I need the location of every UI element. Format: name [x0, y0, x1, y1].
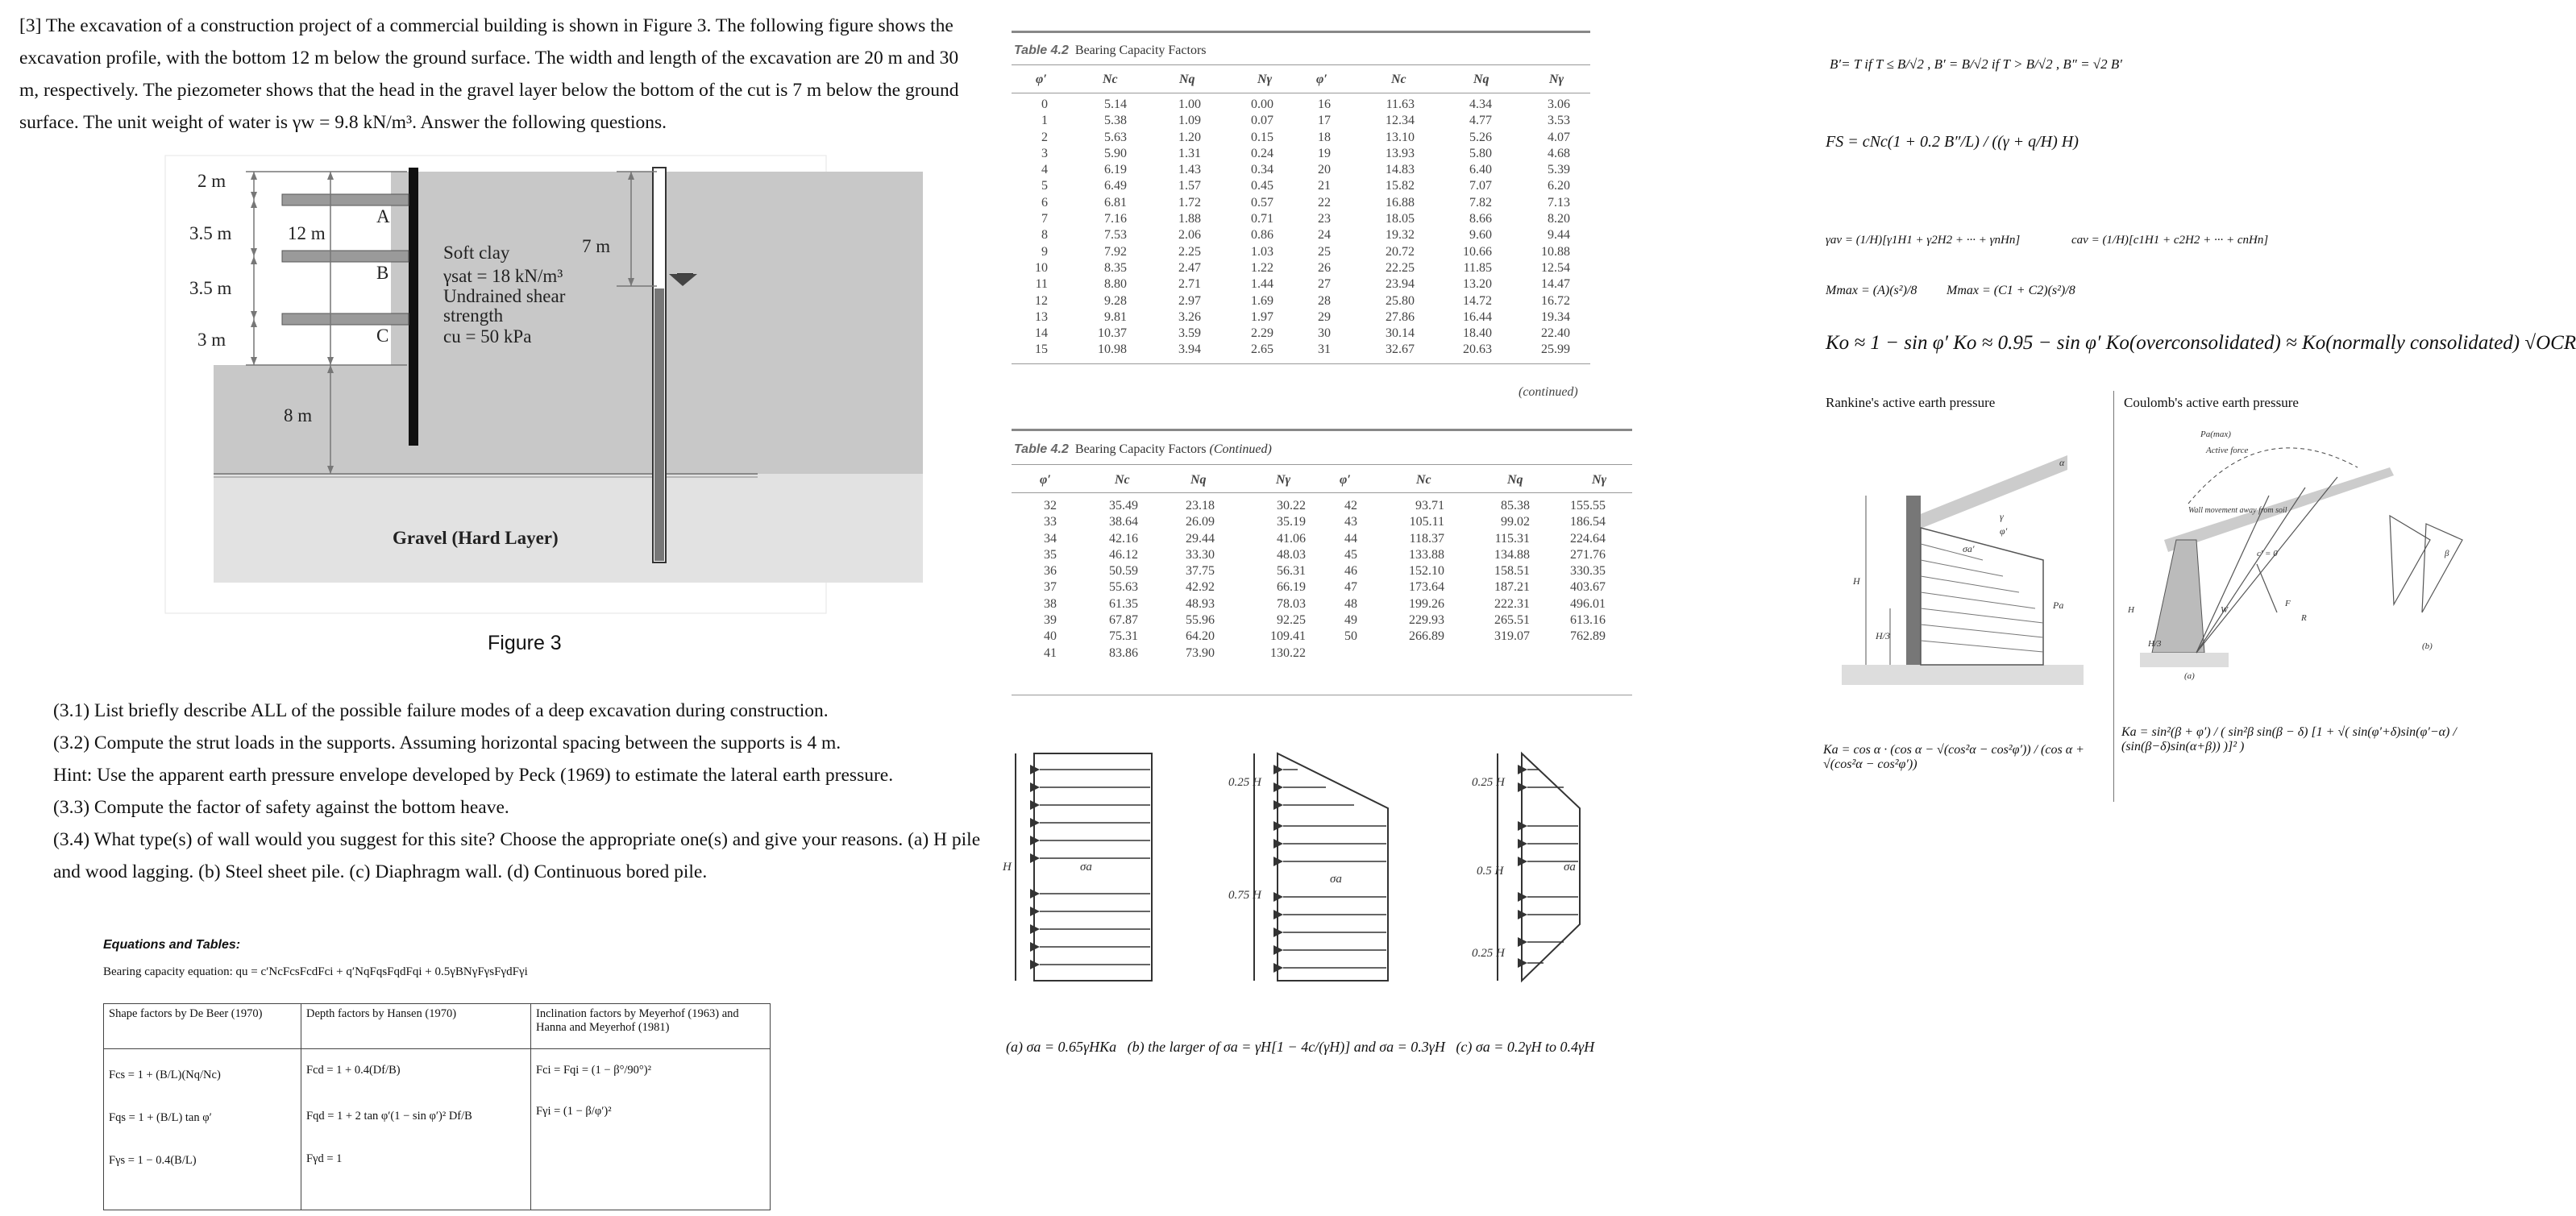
svg-text:φ′: φ′ [2000, 525, 2008, 537]
svg-text:F: F [2285, 599, 2291, 608]
soil-line-1: Soft clay [443, 243, 510, 263]
gravel-label: Gravel (Hard Layer) [393, 528, 559, 548]
strut-a [282, 194, 409, 205]
eq-fs: FS = cNc(1 + 0.2 B″/L) / ((γ + q/H) H) [1826, 133, 2079, 151]
svg-text:σa: σa [1330, 873, 1342, 886]
factors-table [103, 1003, 771, 1210]
svg-text:Pa: Pa [2053, 600, 2064, 611]
incl-fci: Fci = Fqi = (1 − β°/90°)² [536, 1064, 651, 1077]
strut-b [282, 251, 409, 262]
figure-caption: Figure 3 [488, 632, 562, 654]
table2-title: Table 4.2 Bearing Capacity Factors (Continued) [1014, 442, 1272, 456]
shape-fgs: Fγs = 1 − 0.4(B/L) [109, 1154, 197, 1167]
svg-text:0.75 H: 0.75 H [1228, 889, 1261, 902]
dim-8m: 8 m [284, 405, 313, 425]
eq-gamma-av: γav = (1/H)[γ1H1 + γ2H2 + ··· + γnHn] [1826, 234, 2021, 247]
eq-mmax-2: Mmax = (C1 + C2)(s²)/8 [1947, 284, 2075, 297]
svg-text:(b): (b) [2422, 641, 2433, 651]
dim-12m: 12 m [288, 223, 326, 243]
question-3-1: (3.1) List briefly describe ALL of the possible failure modes of a deep excavation during construction. [53, 700, 829, 721]
svg-text:0.25 H: 0.25 H [1472, 947, 1505, 960]
svg-text:γ: γ [2000, 511, 2004, 522]
coulomb-title: Coulomb's active earth pressure [2124, 395, 2299, 410]
equations-heading: Equations and Tables: [103, 938, 241, 952]
svg-text:σa: σa [1564, 861, 1576, 874]
retaining-wall [409, 168, 418, 446]
svg-text:H: H [1853, 575, 1860, 587]
depth-factor-head: Depth factors by Hansen (1970) [301, 1004, 531, 1049]
shape-fqs: Fqs = 1 + (B/L) tan φ′ [109, 1111, 212, 1124]
dim-3m: 3 m [197, 330, 226, 350]
soil-line-3: Undrained shear [443, 286, 566, 306]
svg-text:c′ = 0: c′ = 0 [2257, 549, 2278, 558]
label-c: C [376, 326, 389, 346]
svg-text:Wall movement away from soil: Wall movement away from soil [2188, 506, 2287, 515]
ka-rankine: Ka = cos α · (cos α − √(cos²α − cos²φ′)) / (cos α + √(cos²α − cos²φ′)) [1823, 743, 2084, 771]
svg-text:0.25 H: 0.25 H [1228, 776, 1261, 789]
svg-text:σa: σa [1080, 861, 1092, 874]
label-a: A [376, 206, 390, 226]
soil-line-4: strength [443, 305, 504, 326]
svg-text:0.25 H: 0.25 H [1472, 776, 1505, 789]
label-b: B [376, 263, 389, 283]
svg-text:α: α [2059, 457, 2065, 468]
coulomb-diagram [2116, 419, 2478, 685]
table1-continued: (continued) [1519, 385, 1578, 399]
depth-fgd: Fγd = 1 [306, 1152, 343, 1165]
gravel-layer [214, 474, 923, 583]
divider-line [2113, 391, 2114, 802]
dim-7m: 7 m [582, 236, 611, 256]
eq-c-av: cav = (1/H)[c1H1 + c2H2 + ··· + cnHn] [2071, 234, 2269, 247]
dim-3-5m-a: 3.5 m [189, 223, 232, 243]
dim-3-5m-b: 3.5 m [189, 278, 232, 298]
eq-mmax-1: Mmax = (A)(s²)/8 [1826, 284, 1917, 297]
incl-factor-head: Inclination factors by Meyerhof (1963) and Hanna and Meyerhof (1981) [531, 1004, 771, 1049]
ka-coulomb: Ka = sin²(β + φ′) / ( sin²β sin(β − δ) [1 + √( sin(φ′+δ)sin(φ′−α) / (sin(β−δ)sin(α+β)) )]² ) [2121, 725, 2457, 753]
peck-diagram-b [1254, 753, 1388, 981]
svg-text:H/3: H/3 [2148, 639, 2162, 649]
question-3-3: (3.3) Compute the factor of safety against the bottom heave. [53, 797, 509, 818]
strut-c [282, 313, 409, 325]
rankine-diagram [1842, 439, 2084, 697]
soil-line-5: cu = 50 kPa [443, 326, 532, 347]
svg-text:σa′: σa′ [1963, 543, 1975, 554]
incl-fgi: Fγi = (1 − β/φ′)² [536, 1105, 612, 1118]
svg-text:Active force: Active force [2206, 446, 2249, 455]
excavation-figure [165, 156, 826, 613]
dim-2m: 2 m [197, 171, 226, 191]
peck-diagrams [999, 737, 1644, 995]
svg-text:W: W [2221, 605, 2229, 615]
table1-title: Table 4.2 Bearing Capacity Factors [1014, 44, 1207, 57]
eq-bprime: B′= T if T ≤ B/√2 , B′ = B/√2 if T > B/√2 , B″ = √2 B′ [1830, 56, 2122, 72]
soil-line-2: γsat = 18 kN/m³ [443, 266, 563, 286]
shape-fcs: Fcs = 1 + (B/L)(Nq/Nc) [109, 1069, 221, 1081]
eq-ko: Ko ≈ 1 − sin φ′ Ko ≈ 0.95 − sin φ′ Ko(overconsolidated) ≈ Ko(normally consolidated) √OCR [1826, 332, 2576, 354]
svg-text:H/3: H/3 [1876, 630, 1890, 641]
question-3-4: (3.4) What type(s) of wall would you suggest for this site? Choose the appropriate one(s) and give your reasons. (a) H pile and wood lagging. (b) Steel sheet pile. (c) Diaphragm wall. (d) Continuous bored pile. [53, 829, 981, 882]
svg-text:H: H [1003, 861, 1012, 874]
question-hint: Hint: Use the apparent earth pressure envelope developed by Peck (1969) to estimate the lateral earth pressure. [53, 765, 894, 786]
question-3-2: (3.2) Compute the strut loads in the supports. Assuming horizontal spacing between the supports is 4 m. [53, 733, 841, 753]
bearing-equation: Bearing capacity equation: qu = c′NcFcsFcdFci + q′NqFqsFqdFqi + 0.5γBNγFγsFγdFγi [103, 965, 528, 978]
svg-text:β: β [2445, 549, 2449, 558]
svg-text:R: R [2301, 613, 2307, 623]
depth-fqd: Fqd = 1 + 2 tan φ′(1 − sin φ′)² Df/B [306, 1110, 472, 1123]
problem-intro: [3] The excavation of a construction project of a commercial building is shown in Figure 3. The following figure shows the excavation profile, with the bottom 12 m below the ground surface. The width and length of the excavation are 20 m and 30 m, respectively. The piezometer shows that the head in the gravel layer below the bottom of the cut is 7 m below the ground surface. The unit weight of water is γw = 9.8 kN/m³. Answer the following questions. [19, 15, 959, 133]
depth-fcd: Fcd = 1 + 0.4(Df/B) [306, 1064, 401, 1077]
svg-text:Pa(max): Pa(max) [2200, 430, 2231, 439]
peck-caption: (a) σa = 0.65γHKa (b) the larger of σa = γH[1 − 4c/(γH)] and σa = 0.3γH (c) σa = 0.2γH to 0.4γH [1006, 1039, 1595, 1055]
svg-text:0.5 H: 0.5 H [1477, 865, 1504, 878]
shape-factor-head: Shape factors by De Beer (1970) [104, 1004, 301, 1049]
svg-text:H: H [2128, 605, 2134, 615]
question-list [53, 695, 996, 888]
svg-text:(a): (a) [2184, 671, 2195, 681]
rankine-title: Rankine's active earth pressure [1826, 395, 1996, 410]
